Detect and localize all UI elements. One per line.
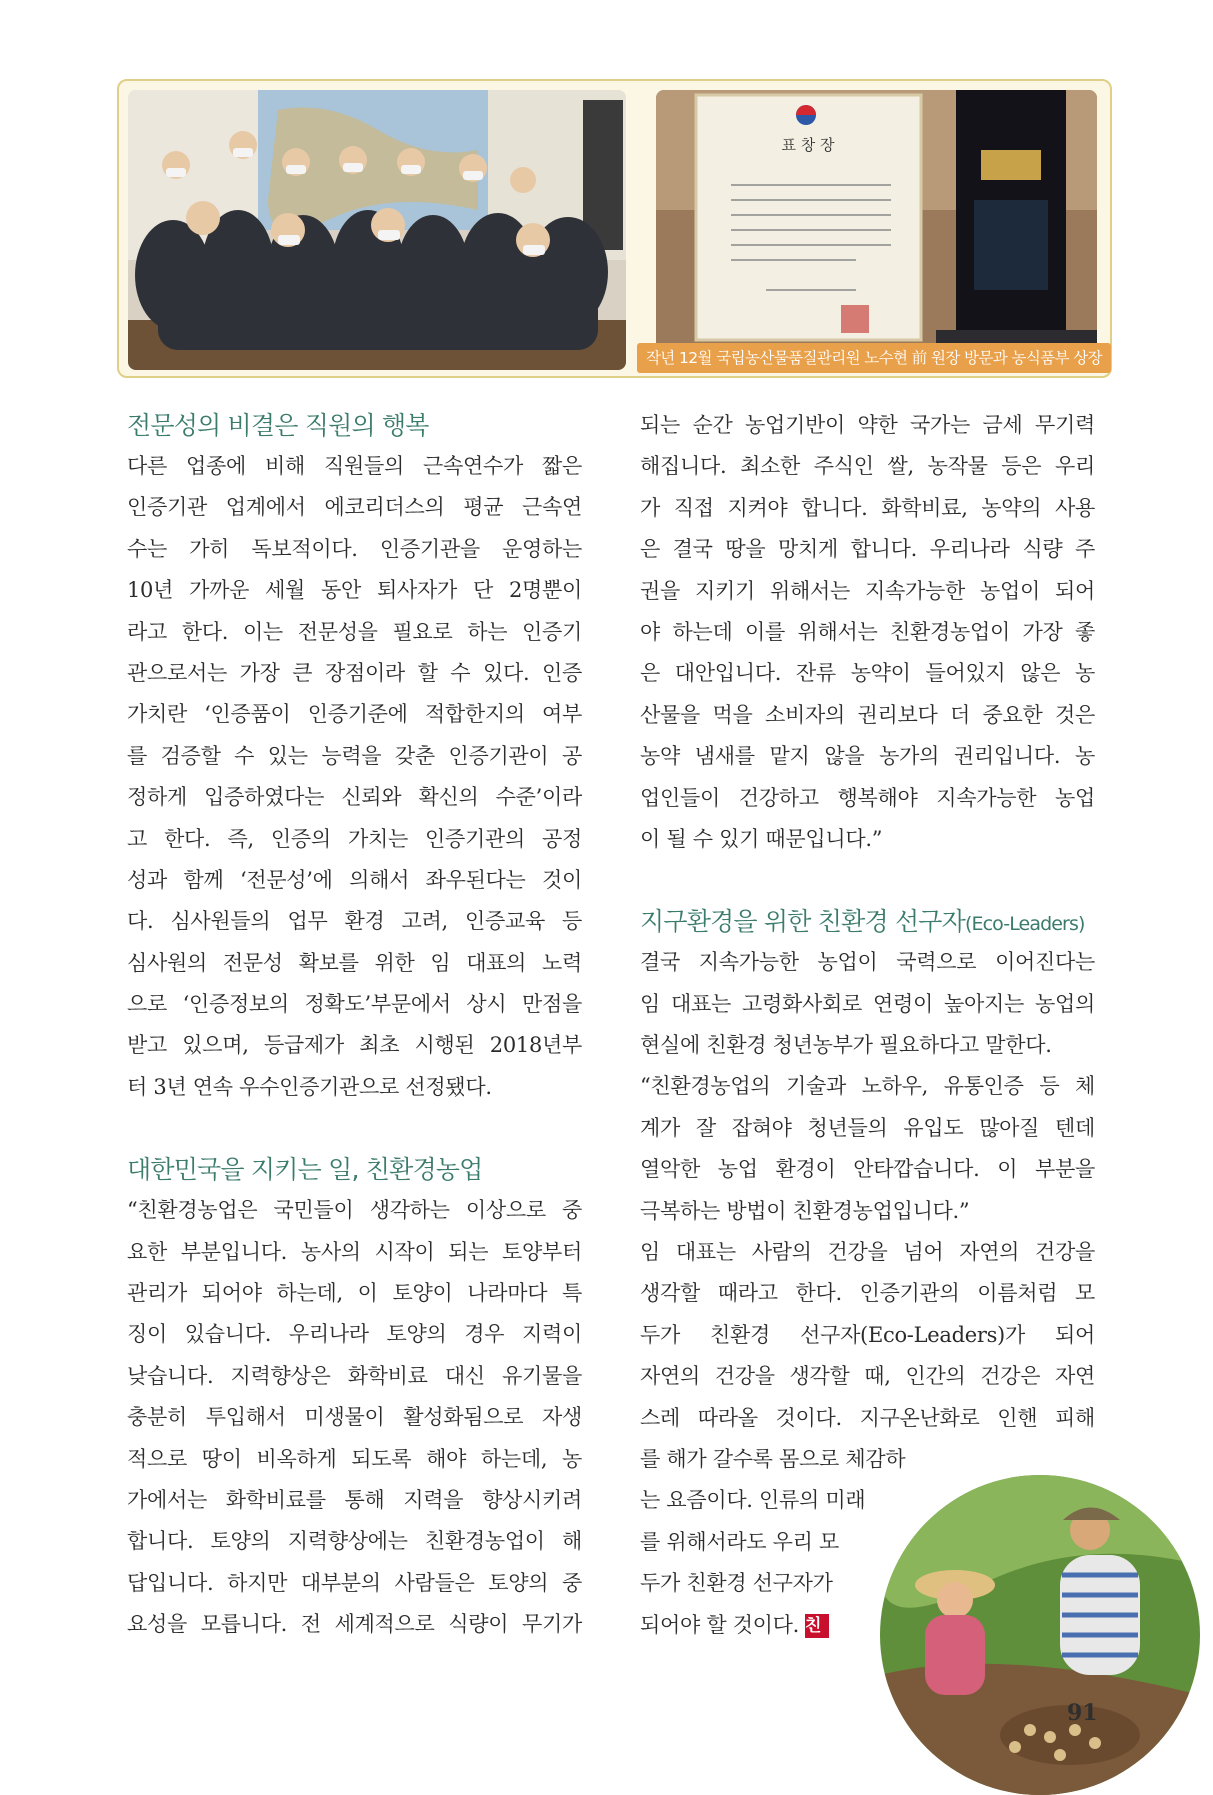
text-line: 농약 냄새를 맡지 않을 농가의 권리입니다. 농 [640, 744, 1095, 769]
text-line: 정하게 입증하였다는 신뢰와 확신의 수준’이라 [127, 785, 582, 810]
section-heading-expertise: 전문성의 비결은 직원의 행복 [127, 411, 429, 440]
text-line: 극복하는 방법이 친환경농업입니다.” [640, 1198, 970, 1223]
text-line: 요성을 모릅니다. 전 세계적으로 식량이 무기가 [127, 1612, 582, 1637]
text-line: 은 결국 땅을 망치게 합니다. 우리나라 식량 주 [640, 537, 1095, 562]
text-line: 산물을 먹을 소비자의 권리보다 더 중요한 것은 [640, 702, 1095, 727]
text-line: 두가 친환경 선구자(Eco-Leaders)가 되어 [640, 1322, 1095, 1347]
text-line: 성과 함께 ‘전문성’에 의해서 좌우된다는 것이 [127, 867, 582, 892]
text-line: 관리가 되어야 하는데, 이 토양이 나라마다 특 [127, 1281, 582, 1306]
text-line: 10년 가까운 세월 동안 퇴사자가 단 2명뿐이 [127, 578, 582, 603]
text-line: 충분히 투입해서 미생물이 활성화됨으로 자생 [127, 1405, 582, 1430]
text-line: 으로 ‘인증정보의 정확도’부문에서 상시 만점을 [127, 992, 582, 1017]
photo-caption: 작년 12월 국립농산물품질관리원 노수현 前 원장 방문과 농식품부 상장 [637, 343, 1111, 373]
text-line: 가치란 ‘인증품이 인증기준에 적합한지의 여부 [127, 702, 582, 727]
text-line: 업인들이 건강하고 행복해야 지속가능한 농업 [640, 785, 1095, 810]
text-line: “친환경농업은 국민들이 생각하는 이상으로 중 [127, 1198, 582, 1223]
text-line: 답입니다. 하지만 대부분의 사람들은 토양의 중 [127, 1570, 582, 1595]
paragraph-eco-1 [640, 942, 1095, 1066]
text-line: 수는 가히 독보적이다. 인증기관을 운영하는 [127, 536, 582, 561]
text-line: 임 대표는 사람의 건강을 넘어 자연의 건강을 [640, 1240, 1095, 1265]
farmer-photo [880, 1475, 1200, 1795]
text-line: 인증기관 업계에서 에코리더스의 평균 근속연 [127, 495, 582, 520]
page-number: 91 [1067, 1700, 1098, 1726]
text-line: 자연의 건강을 생각할 때, 인간의 건강은 자연 [640, 1364, 1095, 1389]
text-line: 합니다. 토양의 지력향상에는 친환경농업이 해 [127, 1529, 582, 1554]
photo-frame [117, 79, 1112, 378]
text-line: 생각할 때라고 한다. 인증기관의 이름처럼 모 [640, 1281, 1095, 1306]
final-sentence: 되어야 할 것이다. [640, 1612, 800, 1637]
paragraph-continued [640, 405, 1095, 860]
text-line: 요한 부분입니다. 농사의 시작이 되는 토양부터 [127, 1239, 582, 1264]
text-line: 는 요즘이다. 인류의 미래 [640, 1488, 866, 1513]
text-line: 터 3년 연속 우수인증기관으로 선정됐다. [127, 1074, 492, 1099]
heading-sub: (Eco-Leaders) [965, 913, 1085, 936]
text-line: “친환경농업의 기술과 노하우, 유통인증 등 체 [640, 1074, 1095, 1099]
text-line: 결국 지속가능한 농업이 국력으로 이어진다는 [640, 950, 1095, 975]
text-line: 열악한 농업 환경이 안타깝습니다. 이 부분을 [640, 1157, 1095, 1182]
text-line: 를 위해서라도 우리 모 [640, 1529, 839, 1554]
text-line: 를 해가 갈수록 몸으로 체감하 [640, 1446, 906, 1471]
text-line: 적으로 땅이 비옥하게 되도록 해야 하는데, 농 [127, 1446, 582, 1471]
paragraph-korea [127, 1190, 582, 1645]
section-heading-eco-leaders [640, 901, 1095, 942]
text-line: 야 하는데 이를 위해서는 친환경농업이 가장 좋 [640, 619, 1095, 644]
text-line: 받고 있으며, 등급제가 최초 시행된 2018년부 [127, 1033, 582, 1058]
text-line: 은 대안입니다. 잔류 농약이 들어있지 않은 농 [640, 661, 1095, 686]
left-column [127, 405, 582, 1646]
text-line: 징이 있습니다. 우리나라 토양의 경우 지력이 [127, 1322, 582, 1347]
paragraph-expertise [127, 446, 582, 1108]
text-line: 라고 한다. 이는 전문성을 필요로 하는 인증기 [127, 619, 582, 644]
section-heading-korea: 대한민국을 지키는 일, 친환경농업 [127, 1155, 483, 1185]
group-photo [128, 90, 626, 370]
right-column [640, 405, 1095, 1646]
text-line: 권을 지키기 위해서는 지속가능한 농업이 되어 [640, 578, 1095, 603]
text-line: 고 한다. 즉, 인증의 가치는 인증기관의 공정 [127, 826, 582, 851]
text-line: 되는 순간 농업기반이 약한 국가는 금세 무기력 [640, 413, 1095, 437]
text-line: 가 직접 지켜야 합니다. 화학비료, 농약의 사용 [640, 495, 1095, 520]
text-line: 다. 심사원들의 업무 환경 고려, 인증교육 등 [127, 909, 582, 934]
end-mark-icon: 친 [805, 1614, 829, 1638]
text-line: 현실에 친환경 청년농부가 필요하다고 말한다. [640, 1033, 1052, 1058]
text-line: 이 될 수 있기 때문입니다.” [640, 826, 883, 851]
text-line: 계가 잘 잡혀야 청년들의 유입도 많아질 텐데 [640, 1115, 1095, 1140]
text-line: 해집니다. 최소한 주식인 쌀, 농작물 등은 우리 [640, 454, 1095, 479]
heading-main: 지구환경을 위한 친환경 선구자 [640, 907, 965, 937]
text-line: 낮습니다. 지력향상은 화학비료 대신 유기물을 [127, 1363, 582, 1388]
text-line: 스레 따라올 것이다. 지구온난화로 인핸 피해 [640, 1405, 1095, 1430]
text-line: 임 대표는 고령화사회로 연령이 높아지는 농업의 [640, 991, 1095, 1016]
paragraph-eco-2 [640, 1066, 1095, 1232]
text-line: 심사원의 전문성 확보를 위한 임 대표의 노력 [127, 950, 582, 975]
text-line: 다른 업종에 비해 직원들의 근속연수가 짧은 [127, 454, 582, 478]
award-photo [656, 90, 1097, 370]
text-line: 관으로서는 가장 큰 장점이라 할 수 있다. 인증 [127, 660, 582, 685]
text-line-final [640, 1605, 870, 1646]
text-line: 가에서는 화학비료를 통해 지력을 향상시키려 [127, 1487, 582, 1512]
certificate-title: 표 창 장 [781, 136, 835, 154]
text-line: 두가 친환경 선구자가 [640, 1571, 833, 1596]
text-line: 를 검증할 수 있는 능력을 갖춘 인증기관이 공 [127, 743, 582, 768]
